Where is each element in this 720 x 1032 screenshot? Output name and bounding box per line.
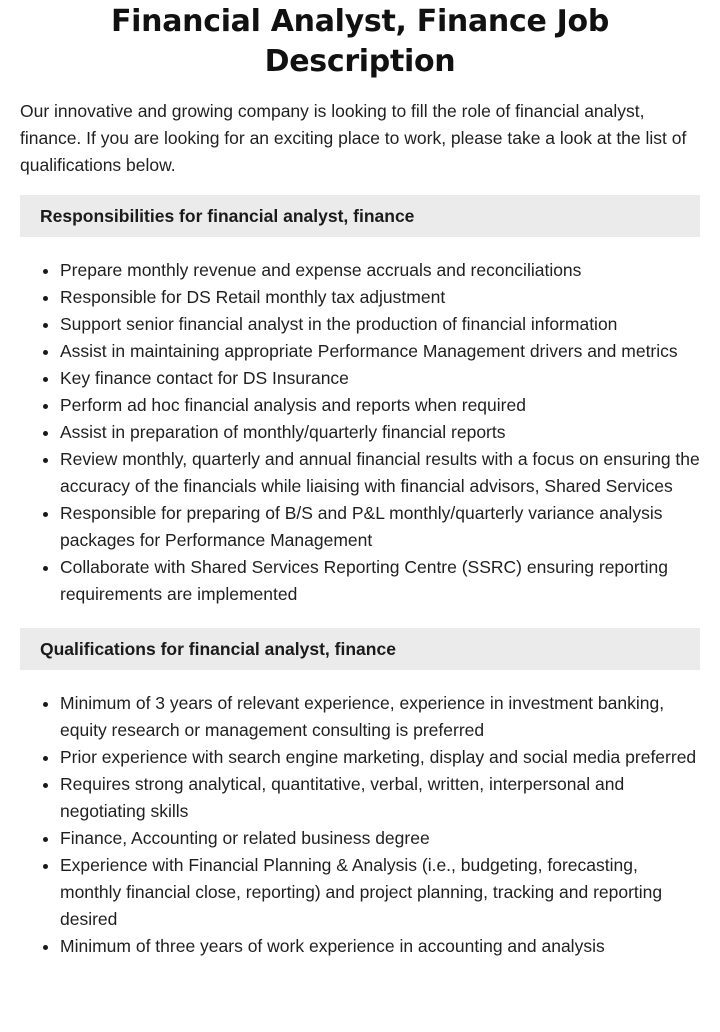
- list-item: Prior experience with search engine marketing, display and social media preferred: [60, 744, 700, 771]
- list-item: Finance, Accounting or related business degree: [60, 825, 700, 852]
- list-item: Requires strong analytical, quantitative, verbal, written, interpersonal and negotiating skills: [60, 771, 700, 825]
- list-item: Minimum of three years of work experience in accounting and analysis: [60, 933, 700, 960]
- qualifications-heading: Qualifications for financial analyst, finance: [20, 628, 700, 670]
- list-item: Prepare monthly revenue and expense accruals and reconciliations: [60, 257, 700, 284]
- responsibilities-list: [20, 257, 700, 608]
- list-item: Collaborate with Shared Services Reporting Centre (SSRC) ensuring reporting requirements are implemented: [60, 554, 700, 608]
- list-item: Assist in maintaining appropriate Performance Management drivers and metrics: [60, 338, 700, 365]
- qualifications-list: [20, 690, 700, 960]
- list-item: Key finance contact for DS Insurance: [60, 365, 700, 392]
- list-item: Experience with Financial Planning & Analysis (i.e., budgeting, forecasting, monthly financial close, reporting) and project planning, tracking and reporting desired: [60, 852, 700, 933]
- responsibilities-heading: Responsibilities for financial analyst, finance: [20, 195, 700, 237]
- list-item: Support senior financial analyst in the production of financial information: [60, 311, 700, 338]
- list-item: Minimum of 3 years of relevant experience, experience in investment banking, equity research or management consulting is preferred: [60, 690, 700, 744]
- intro-paragraph: Our innovative and growing company is looking to fill the role of financial analyst, finance. If you are looking for an exciting place to work, please take a look at the list of qualifications below.: [20, 101, 687, 175]
- list-item: Review monthly, quarterly and annual financial results with a focus on ensuring the accuracy of the financials while liaising with financial advisors, Shared Services: [60, 446, 700, 500]
- page-title: Financial Analyst, Finance Job Description: [110, 4, 610, 79]
- list-item: Perform ad hoc financial analysis and reports when required: [60, 392, 700, 419]
- list-item: Responsible for preparing of B/S and P&L monthly/quarterly variance analysis packages for Performance Management: [60, 500, 700, 554]
- list-item: Assist in preparation of monthly/quarterly financial reports: [60, 419, 700, 446]
- list-item: Responsible for DS Retail monthly tax adjustment: [60, 284, 700, 311]
- job-description-page: [0, 2, 720, 960]
